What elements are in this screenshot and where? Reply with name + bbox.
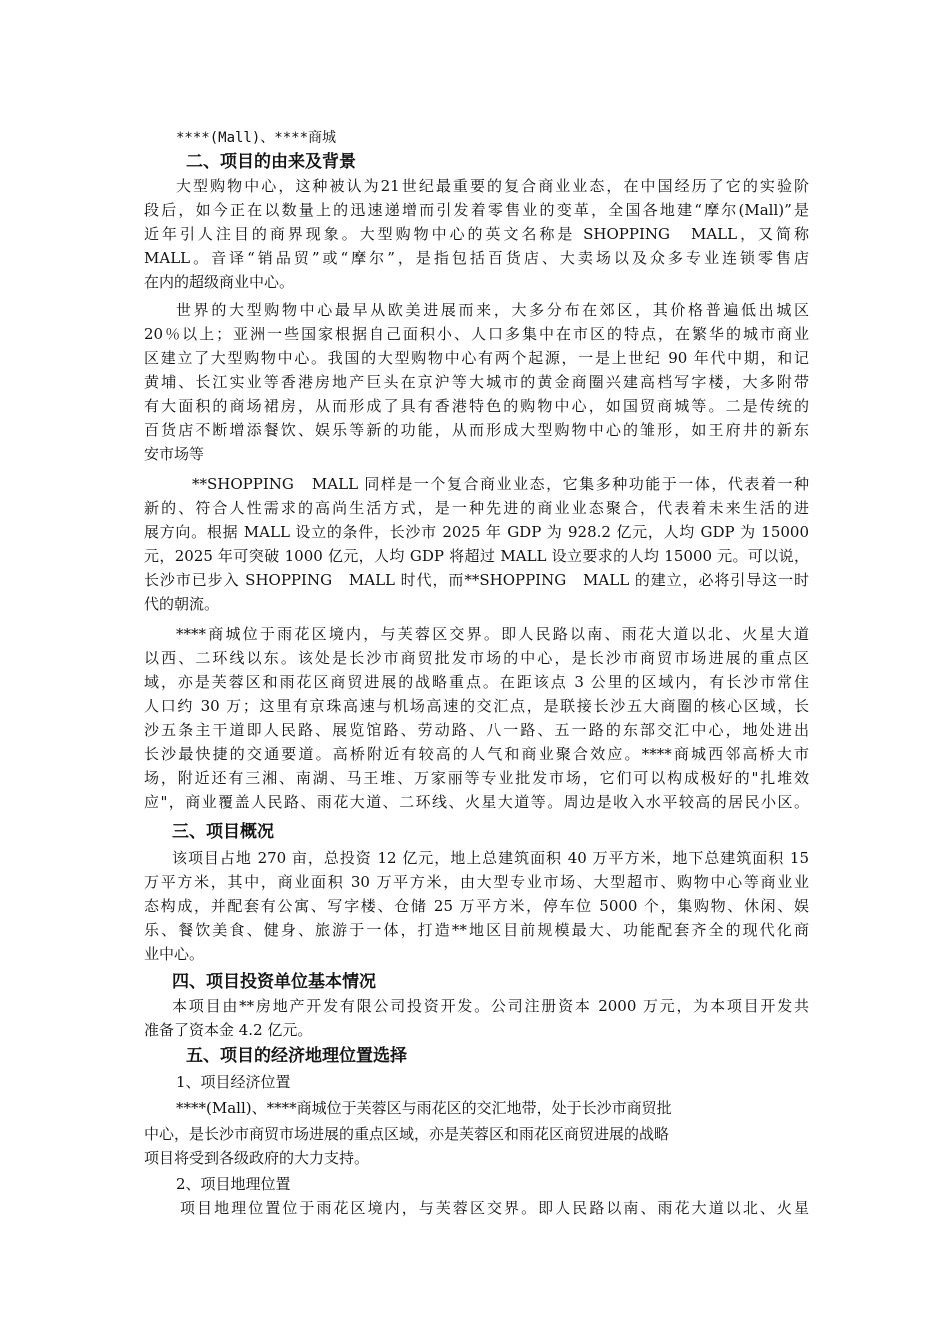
paragraph-line: 段后，如今正在以数量上的迅速递增而引发着零售业的变革，全国各地建“摩尔(Mall)”是 bbox=[144, 201, 809, 219]
heading-investor: 四、项目投资单位基本情况 bbox=[172, 972, 376, 992]
paragraph-line: 区建立了大型购物中心。我国的大型购物中心有两个起源，一是上世纪 90 年代中期，和记 bbox=[144, 349, 809, 367]
paragraph-line: 业中心。 bbox=[144, 945, 205, 963]
paragraph-line: 应"，商业覆盖人民路、雨花大道、二环线、火星大道等。周边是收入水平较高的居民小区。 bbox=[144, 793, 809, 811]
paragraph-line: 长沙最快捷的交通要道。高桥附近有较高的人气和商业聚合效应。****商城西邻高桥大市 bbox=[144, 745, 809, 763]
top-line: ****(Mall)、****商城 bbox=[176, 130, 337, 146]
paragraph-line: 代的朝流。 bbox=[144, 595, 220, 613]
paragraph-line: 沙五条主干道即人民路、展览馆路、劳动路、八一路、五一路的东部交汇中心，地处进出 bbox=[144, 721, 809, 739]
paragraph-line: ****商城位于雨花区境内，与芙蓉区交界。即人民路以南、雨花大道以北、火星大道 bbox=[176, 625, 809, 643]
paragraph-line: 乐、餐饮美食、健身、旅游于一体，打造**地区目前规模最大、功能配套齐全的现代化商 bbox=[144, 921, 809, 939]
paragraph-line: 安市场等 bbox=[144, 445, 205, 463]
paragraph-line: 长沙市已步入 SHOPPING MALL 时代，而**SHOPPING MALL 的建立，必将引导这一时 bbox=[144, 571, 809, 589]
heading-location: 五、项目的经济地理位置选择 bbox=[186, 1046, 407, 1066]
paragraph-line: 中心，是长沙市商贸市场进展的重点区域，亦是芙蓉区和雨花区商贸进展的战略 bbox=[144, 1125, 670, 1143]
paragraph-line: 域，亦是芙蓉区和雨花区商贸进展的战略重点。在距该点 3 公里的区域内，有长沙市常住 bbox=[144, 673, 809, 691]
paragraph-line: 准备了资本金 4.2 亿元。 bbox=[144, 1021, 313, 1039]
paragraph-line: 有大面积的商场裙房，从而形成了具有香港特色的购物中心，如国贸商城等。二是传统的 bbox=[144, 397, 809, 415]
subheading-economic: 1、项目经济位置 bbox=[176, 1073, 291, 1091]
paragraph-line: **SHOPPING MALL 同样是一个复合商业业态，它集多种功能于一体，代表着一种 bbox=[192, 475, 809, 493]
paragraph-line: 元，2025 年可突破 1000 亿元，人均 GDP 将超过 MALL 设立要求的人均 15000 元。可以说， bbox=[144, 547, 809, 565]
paragraph-line: 人口约 30 万；这里有京珠高速与机场高速的交汇点，是联接长沙五大商圈的核心区域，长 bbox=[144, 697, 809, 715]
paragraph-line: 20％以上；亚洲一些国家根据自己面积小、人口多集中在市区的特点，在繁华的城市商业 bbox=[144, 325, 809, 343]
paragraph-line: 本项目由**房地产开发有限公司投资开发。公司注册资本 2000 万元，为本项目开发共 bbox=[172, 997, 809, 1015]
paragraph-line: ****(Mall)、****商城位于芙蓉区与雨花区的交汇地带，处于长沙市商贸批 bbox=[176, 1099, 672, 1117]
paragraph-line: MALL。音译“销品贸”或“摩尔”，是指包括百货店、大卖场以及众多专业连锁零售店 bbox=[144, 249, 809, 267]
paragraph-line: 万平方米，其中，商业面积 30 万平方米，由大型专业市场、大型超市、购物中心等商业业 bbox=[144, 873, 809, 891]
paragraph-line: 场，附近还有三湘、南湖、马王堆、万家丽等专业批发市场，它们可以构成极好的"扎堆效 bbox=[144, 769, 809, 787]
subheading-geographic: 2、项目地理位置 bbox=[176, 1175, 291, 1193]
paragraph-line: 态构成，并配套有公寓、写字楼、仓储 25 万平方米，停车位 5000 个，集购物、休闲、娱 bbox=[144, 897, 809, 915]
paragraph-line: 黄埔、长江实业等香港房地产巨头在京沪等大城市的黄金商圈兴建高档写字楼，大多附带 bbox=[144, 373, 809, 391]
paragraph-line: 以西、二环线以东。该处是长沙市商贸批发市场的中心，是长沙市商贸市场进展的重点区 bbox=[144, 649, 809, 667]
paragraph-line: 近年引人注目的商界现象。大型购物中心的英文名称是 SHOPPING MALL，又简称 bbox=[144, 225, 809, 243]
paragraph-line: 该项目占地 270 亩，总投资 12 亿元，地上总建筑面积 40 万平方米，地下总建筑面积 15 bbox=[172, 849, 809, 867]
paragraph-line: 百货店不断增添餐饮、娱乐等新的功能，从而形成大型购物中心的雏形，如王府井的新东 bbox=[144, 421, 809, 439]
paragraph-line: 世界的大型购物中心最早从欧美进展而来，大多分布在郊区，其价格普遍低出城区 bbox=[176, 301, 809, 319]
paragraph-line: 大型购物中心，这种被认为21世纪最重要的复合商业业态，在中国经历了它的实验阶 bbox=[176, 177, 809, 195]
paragraph-line: 在内的超级商业中心。 bbox=[144, 273, 295, 291]
heading-overview: 三、项目概况 bbox=[172, 822, 274, 842]
paragraph-line: 项目将受到各级政府的大力支持。 bbox=[144, 1149, 370, 1167]
paragraph-line: 项目地理位置位于雨花区境内，与芙蓉区交界。即人民路以南、雨花大道以北、火星 bbox=[180, 1199, 809, 1217]
heading-background: 二、项目的由来及背景 bbox=[186, 152, 356, 172]
paragraph-line: 新的、符合人性需求的高尚生活方式，是一种先进的商业业态聚合，代表着未来生活的进 bbox=[144, 499, 809, 517]
paragraph-line: 展方向。根据 MALL 设立的条件，长沙市 2025 年 GDP 为 928.2 亿元，人均 GDP 为 15000 bbox=[144, 523, 809, 541]
